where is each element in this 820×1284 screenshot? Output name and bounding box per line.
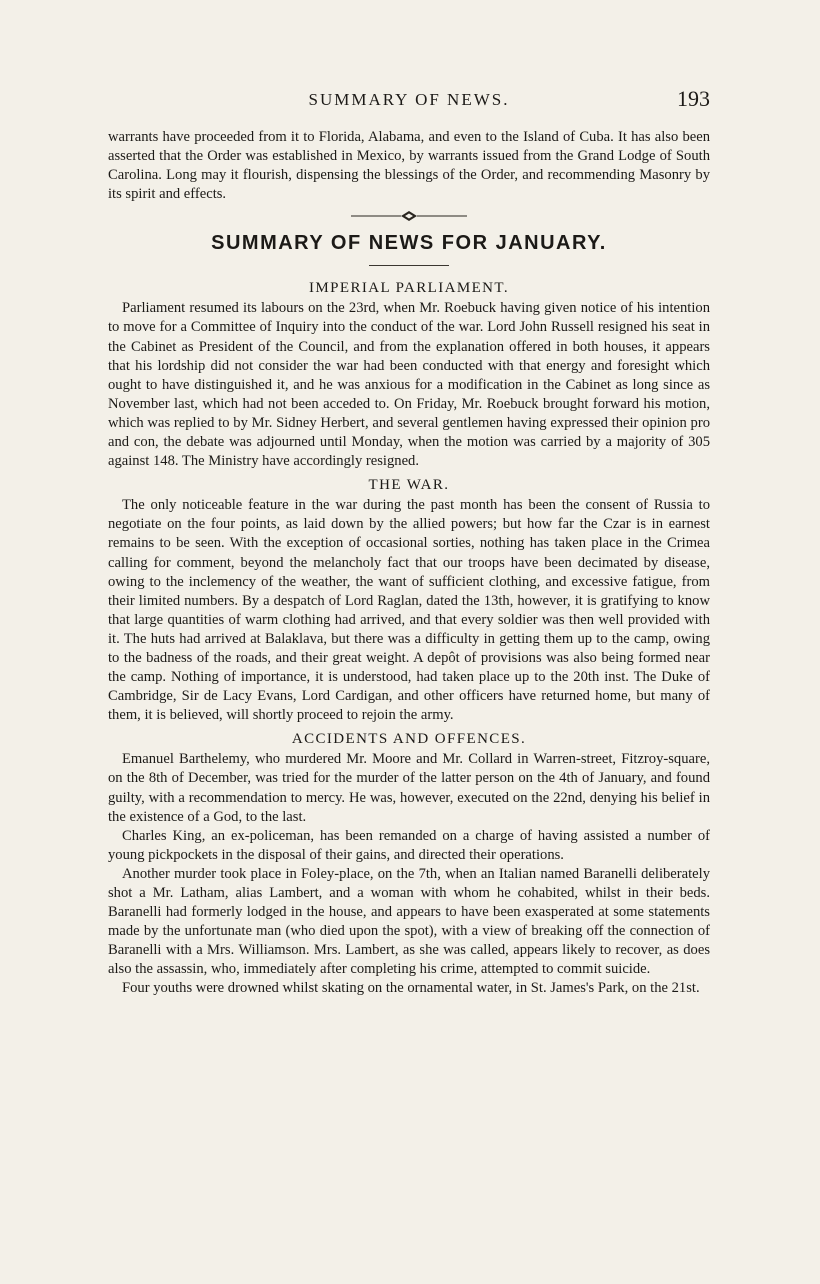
summary-title: SUMMARY OF NEWS FOR JANUARY.	[211, 232, 607, 255]
paragraph-barthelemy: Emanuel Barthelemy, who murdered Mr. Moore and Mr. Collard in Warren-street, Fitzroy-square, on the 8th of December, was tried for the murder of the latter person on the 4th of January, and found guilty, with a recommendation to mercy. He was, however, executed on the 22nd, denying his belief in the existence of a God, to the last.	[108, 751, 710, 825]
running-title: SUMMARY OF NEWS.	[308, 90, 510, 109]
section-heading-war: THE WAR.	[368, 477, 450, 494]
ornament-divider	[349, 210, 469, 222]
section-heading-accidents: ACCIDENTS AND OFFENCES.	[291, 731, 527, 748]
paragraph-baranelli: Another murder took place in Foley-place, on the 7th, when an Italian named Baranelli deliberately shot a Mr. Latham, alias Lambert, and a woman with whom he cohabited, whilst in their beds. Baranelli had formerly lodged in the house, and appears to have been exasperated at some statements made by the unfortunate man (who died upon the spot), with a view of breaking off the connection of Baranelli with a Mrs. Williamson. Mrs. Lambert, as she was called, appears likely to recover, as does also the assassin, who, immediately after completing his crime, attempted to commit suicide.	[108, 865, 710, 978]
paragraph-parliament: Parliament resumed its labours on the 23rd, when Mr. Roebuck having given notice of his intention to move for a Committee of Inquiry into the conduct of the war. Lord John Russell resigned his seat in the Cabinet as President of the Council, and from the explanation offered in both houses, it appears that his lordship did not consider the war had been conducted with that energy and foresight which ought to have distinguished it, and he was anxious for a modification in the Cabinet as long since as November last, which had not been acceded to. On Friday, Mr. Roebuck brought forward his motion, which was replied to by Mr. Sidney Herbert, and several gentlemen having expressed their opinion pro and con, the debate was adjourned until Monday, when the motion was carried by a majority of 305 against 148. The Ministry have accordingly resigned.	[108, 300, 710, 470]
section-heading-parliament: IMPERIAL PARLIAMENT.	[309, 280, 509, 297]
paragraph-skaters: Four youths were drowned whilst skating on the ornamental water, in St. James's Park, on the 21st.	[122, 980, 700, 997]
running-head	[108, 88, 710, 118]
intro-paragraph: warrants have proceeded from it to Florida, Alabama, and even to the Island of Cuba. It has also been asserted that the Order was established in Mexico, by warrants issued from the Grand Lodge of South Carolina. Long may it flourish, dispensing the blessings of the Order, and recommending Masonry by its spirit and effects.	[108, 129, 710, 203]
paragraph-king: Charles King, an ex-policeman, has been remanded on a charge of having assisted a number of young pickpockets in the disposal of their gains, and directed their operations.	[108, 827, 710, 863]
paragraph-war: The only noticeable feature in the war during the past month has been the consent of Russia to negotiate on the four points, as laid down by the allied powers; but how far the Czar is in earnest remains to be seen. With the exception of occasional sorties, nothing has taken place in the Crimea calling for comment, beyond the melancholy fact that our troops have been decimated by disease, owing to the inclemency of the weather, the want of sufficient clothing, and excessive fatigue, from their limited numbers. By a despatch of Lord Raglan, dated the 13th, however, it is gratifying to know that large quantities of warm clothing had arrived, and that every soldier was then well provided with it. The huts had arrived at Balaklava, but there was a difficulty in getting them up to the camp, owing to the badness of the roads, and their great weight. A depôt of provisions was also being formed near the camp. Nothing of importance, it is understood, had taken place up to the 20th inst. The Duke of Cambridge, Sir de Lacy Evans, Lord Cardigan, and other officers have returned home, but many of them, it is believed, will shortly proceed to rejoin the army.	[108, 497, 710, 724]
page-body	[108, 128, 710, 999]
page-number: 193	[677, 86, 710, 111]
title-rule	[369, 265, 449, 266]
